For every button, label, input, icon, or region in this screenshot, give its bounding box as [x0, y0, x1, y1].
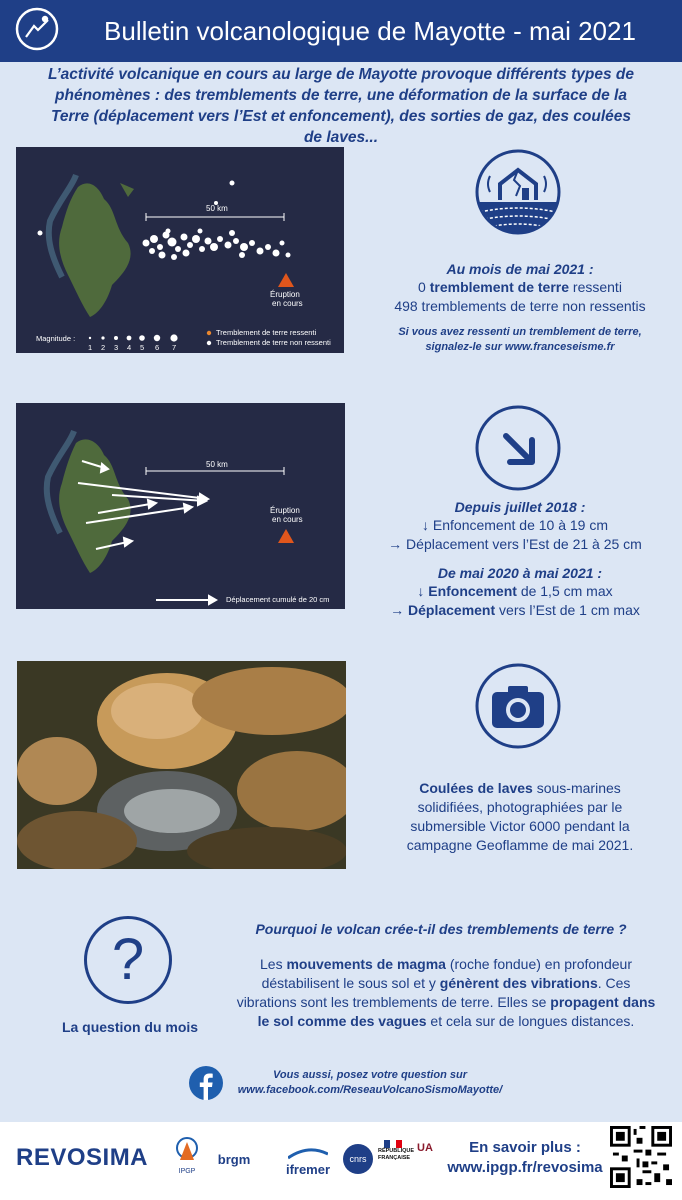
- legend-unfelt: Tremblement de terre non ressenti: [216, 338, 331, 347]
- magnitude-tick: 5: [140, 343, 145, 352]
- revosima-brand: REVOSIMA: [16, 1144, 149, 1171]
- partner-logo-ifremer: ifremer: [278, 1148, 338, 1177]
- displacement-arrow-icon: [474, 404, 562, 492]
- felt-bold: tremblement de terre: [429, 279, 570, 295]
- question-glyph: ?: [111, 927, 145, 992]
- magnitude-tick: 1: [88, 343, 93, 352]
- felt-line: [360, 278, 680, 297]
- subsidence-line-2: ↓ Enfoncement de 1,5 cm max: [417, 583, 613, 599]
- eruption-label-1: Éruption: [270, 506, 300, 515]
- lava-line-3: submersible Victor 6000 pendant la: [410, 818, 630, 834]
- partner-logo-ipgp: IPGP: [174, 1136, 200, 1175]
- earthquake-map-graphic: [16, 147, 344, 353]
- felt-suffix: ressenti: [572, 279, 622, 295]
- map-scale-label: 50 km: [206, 460, 228, 469]
- volcano-logo-icon: [14, 6, 60, 52]
- footer: [0, 1122, 682, 1200]
- lava-photo-graphic: [17, 661, 346, 869]
- east-line-2: → Déplacement vers l’Est de 1 cm max: [390, 602, 640, 618]
- intro-text: L’activité volcanique en cours au large de Mayotte provoque différents types de phénomènes : des tremblements de terre, une déformation de la surface de la Terre (déplacement vers l’Est et enfoncement), des sorties de gaz, des coulées de laves...: [48, 66, 634, 146]
- question-answer: Les mouvements de magma (roche fondue) en profondeur déstabilisent le sous sol et y génèrent des vibrations. Ces vibrations sont les tremblements de terre. Elles se propagent dans le sol comme des vagues et cela sur de longues distances.: [236, 956, 656, 1029]
- magnitude-tick: 6: [155, 343, 160, 352]
- house-earthquake-icon: [474, 148, 562, 236]
- lava-line-4: campagne Geoflamme de mai 2021.: [406, 837, 634, 853]
- lava-line-1: Coulées de laves sous-marines: [419, 780, 621, 796]
- down-arrow-icon: ↓: [422, 517, 429, 533]
- unfelt-line: 498 tremblements de terre non ressentis: [394, 298, 646, 314]
- eruption-label-1: Éruption: [270, 290, 300, 299]
- map-scale-label: 50 km: [206, 204, 228, 213]
- earthquake-map: [16, 147, 344, 353]
- magnitude-label: Magnitude :: [36, 334, 76, 343]
- legend-felt: Tremblement de terre ressenti: [216, 328, 317, 337]
- eruption-label-2: en cours: [272, 299, 303, 308]
- displacement-map: [16, 403, 345, 609]
- facebook-line-1: Vous aussi, posez votre question sur: [273, 1069, 467, 1081]
- question-label: La question du mois: [61, 1019, 199, 1035]
- facebook-link[interactable]: www.facebook.com/ReseauVolcanoSismoMayotte/: [237, 1084, 503, 1096]
- lava-line-2: solidifiées, photographiées par le: [417, 799, 623, 815]
- partner-logo-brgm: brgm: [217, 1152, 251, 1167]
- page-title: Bulletin volcanologique de Mayotte - mai 2021: [104, 16, 636, 46]
- right-arrow-icon: →: [388, 536, 403, 552]
- magnitude-tick: 4: [127, 343, 132, 352]
- more-info-label: En savoir plus :: [469, 1139, 581, 1156]
- facebook-icon[interactable]: [189, 1066, 223, 1100]
- report-note-2: signalez-le sur www.franceseisme.fr: [425, 341, 615, 353]
- down-arrow-icon: ↓: [417, 583, 425, 599]
- header-bar: [0, 0, 682, 62]
- question-mark-icon: [84, 916, 172, 1004]
- partner-logo-republique: RÉPUBLIQUE FRANÇAISE: [378, 1140, 408, 1162]
- east-line-1: → Déplacement vers l’Est de 21 à 25 cm: [388, 536, 642, 552]
- subsidence-line-1: ↓ Enfoncement de 10 à 19 cm: [422, 517, 608, 533]
- qr-code-icon[interactable]: [610, 1126, 672, 1188]
- right-arrow-icon: →: [390, 602, 405, 618]
- lava-flow-photo: [17, 661, 346, 869]
- report-note-1: Si vous avez ressenti un tremblement de terre,: [398, 326, 642, 338]
- eruption-label-2: en cours: [272, 515, 303, 524]
- section1-heading: Au mois de mai 2021 :: [446, 261, 594, 277]
- camera-icon: [474, 662, 562, 750]
- magnitude-tick: 3: [114, 343, 119, 352]
- felt-count: 0: [418, 279, 426, 295]
- magnitude-tick: 7: [172, 343, 177, 352]
- section2-heading2: De mai 2020 à mai 2021 :: [437, 565, 603, 581]
- partner-logo-cnrs: cnrs: [343, 1144, 373, 1174]
- more-info-link[interactable]: www.ipgp.fr/revosima: [447, 1159, 603, 1176]
- question-title: Pourquoi le volcan crée-t-il des tremblements de terre ?: [255, 921, 627, 937]
- displacement-legend: Déplacement cumulé de 20 cm: [226, 595, 330, 604]
- magnitude-tick: 2: [101, 343, 106, 352]
- section2-heading1: Depuis juillet 2018 :: [454, 499, 586, 515]
- partner-logo-ua: UA: [417, 1142, 433, 1154]
